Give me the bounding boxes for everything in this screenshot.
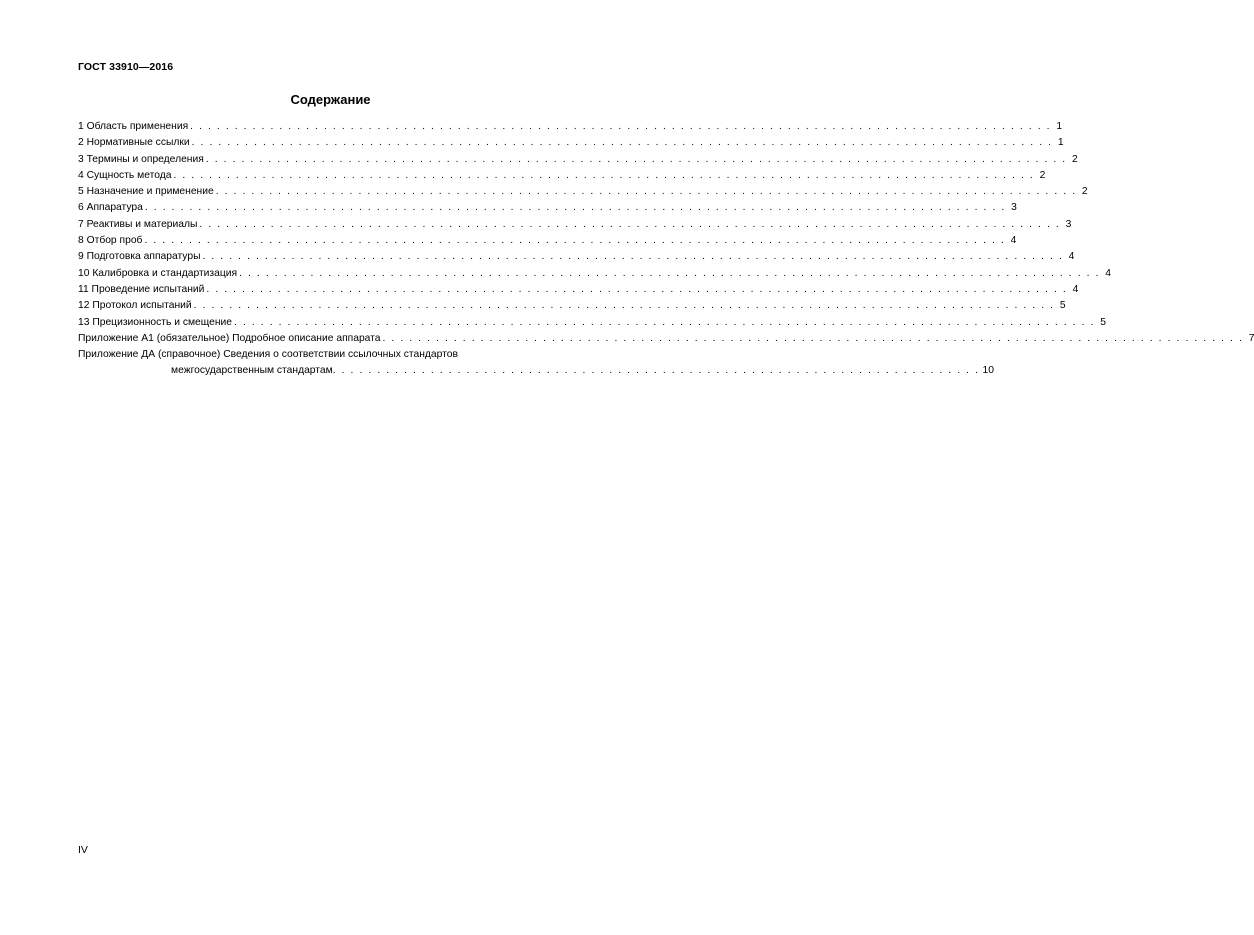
toc-entry-continuation — [171, 363, 995, 379]
dot-leader: . . . . . . . . . . . . . . . . . . . . . . . . . . . . . . . . . . . . . . . . . . . . . . . . . . . . . . . . . . . . . . . . . . . . . . . . . . . . . . . . . . . . . . . . . . . . . . . . . — [234, 316, 1095, 328]
toc-entry-page: 10 — [982, 365, 995, 377]
toc-entry-page: 5 — [1059, 300, 1066, 312]
toc-entry-page: 1 — [1057, 137, 1064, 149]
toc-entry-page: 5 — [1100, 316, 1106, 328]
toc-entry-page: 4 — [1072, 283, 1079, 295]
toc-entry-label: Приложение А1 (обязательное) Подробное описание аппарата — [78, 332, 381, 344]
dot-leader: . . . . . . . . . . . . . . . . . . . . . . . . . . . . . . . . . . . . . . . . . . . . . . . . . . . . . . . . . . . . . . . . . . . . . . . . . . . . . . . . . . . . . . . . . . . . . . . . . — [206, 283, 1068, 295]
toc-entry[interactable] — [78, 249, 1075, 265]
dot-leader: . . . . . . . . . . . . . . . . . . . . . . . . . . . . . . . . . . . . . . . . . . . . . . . . . . . . . . . . . . . . . . . . . . . . . . . . . . . . . . . . . . . . . . . . . . . . . . . . . — [190, 121, 1052, 132]
toc-entry-label: 3 Термины и определения — [78, 153, 204, 165]
toc-entry[interactable] — [78, 298, 1066, 314]
toc-entry-label: 7 Реактивы и материалы — [78, 218, 198, 230]
dot-leader: . . . . . . . . . . . . . . . . . . . . . . . . . . . . . . . . . . . . . . . . . . . . . . . . . . . . . . . . . . . . . . . . . . . . . . . . . . . . . . . . . . . . . . . . . . . . . . . . . — [199, 218, 1061, 230]
toc-entry[interactable] — [78, 135, 1064, 151]
toc-entry-label: 5 Назначение и применение — [78, 186, 214, 198]
toc-entry[interactable] — [78, 233, 1017, 249]
table-of-contents — [78, 119, 1254, 379]
toc-entry-label: 13 Прецизионность и смещение — [78, 316, 233, 328]
toc-entry-page: 2 — [1081, 186, 1088, 198]
toc-entry-page: 2 — [1072, 153, 1078, 165]
toc-entry-label-continuation: межгосударственным стандартам — [171, 365, 333, 377]
page-number: IV — [78, 844, 88, 856]
toc-entry[interactable] — [78, 217, 1072, 233]
toc-entry[interactable] — [78, 184, 1088, 200]
toc-entry-label: 4 Сущность метода — [78, 169, 172, 181]
dot-leader: . . . . . . . . . . . . . . . . . . . . . . . . . . . . . . . . . . . . . . . . . . . . . . . . . . . . . . . . . . . . . . . . . . . . . . . . . — [332, 365, 980, 377]
toc-entry-label: 1 Область применения — [78, 121, 189, 132]
toc-entry-label: 12 Протокол испытаний — [78, 300, 192, 312]
dot-leader: . . . . . . . . . . . . . . . . . . . . . . . . . . . . . . . . . . . . . . . . . . . . . . . . . . . . . . . . . . . . . . . . . . . . . . . . . . . . . . . . . . . . . . . . . . . . . . . . . — [239, 267, 1101, 279]
toc-entry-page: 4 — [1010, 235, 1017, 247]
toc-entry-label: 8 Отбор проб — [78, 235, 143, 247]
toc-entry-label: 9 Подготовка аппаратуры — [78, 251, 201, 263]
toc-entry[interactable] — [78, 315, 1106, 331]
toc-entry[interactable] — [78, 282, 1079, 298]
toc-entry[interactable] — [78, 119, 1063, 135]
toc-entry-label: 10 Калибровка и стандартизация — [78, 267, 238, 279]
standard-code-header: ГОСТ 33910—2016 — [78, 61, 174, 73]
toc-entry-label: 11 Проведение испытаний — [78, 283, 205, 295]
toc-entry[interactable] — [78, 168, 1046, 184]
toc-entry[interactable] — [78, 152, 1078, 168]
toc-entry[interactable] — [78, 200, 1017, 216]
dot-leader: . . . . . . . . . . . . . . . . . . . . . . . . . . . . . . . . . . . . . . . . . . . . . . . . . . . . . . . . . . . . . . . . . . . . . . . . . . . . . . . . . . . . . . . . . . . . . . . . . — [202, 251, 1064, 263]
toc-entry-label: 2 Нормативные ссылки — [78, 137, 190, 149]
dot-leader: . . . . . . . . . . . . . . . . . . . . . . . . . . . . . . . . . . . . . . . . . . . . . . . . . . . . . . . . . . . . . . . . . . . . . . . . . . . . . . . . . . . . . . . . . . . . . . . . . — [173, 169, 1035, 181]
toc-entry-label: 6 Аппаратура — [78, 202, 143, 214]
dot-leader: . . . . . . . . . . . . . . . . . . . . . . . . . . . . . . . . . . . . . . . . . . . . . . . . . . . . . . . . . . . . . . . . . . . . . . . . . . . . . . . . . . . . . . . . . . . . . . . . . — [205, 153, 1067, 165]
toc-entry-page: 4 — [1105, 267, 1112, 279]
dot-leader: . . . . . . . . . . . . . . . . . . . . . . . . . . . . . . . . . . . . . . . . . . . . . . . . . . . . . . . . . . . . . . . . . . . . . . . . . . . . . . . . . . . . . . . . . . . . . . . . . — [191, 137, 1053, 149]
toc-entry[interactable] — [78, 331, 1254, 347]
toc-title: Содержание — [290, 92, 371, 107]
toc-entry-page: 7 — [1248, 332, 1254, 344]
dot-leader: . . . . . . . . . . . . . . . . . . . . . . . . . . . . . . . . . . . . . . . . . . . . . . . . . . . . . . . . . . . . . . . . . . . . . . . . . . . . . . . . . . . . . . . . . . . . . . . . . — [144, 202, 1006, 214]
toc-entry-appendix-da[interactable] — [78, 347, 995, 379]
dot-leader: . . . . . . . . . . . . . . . . . . . . . . . . . . . . . . . . . . . . . . . . . . . . . . . . . . . . . . . . . . . . . . . . . . . . . . . . . . . . . . . . . . . . . . . . . . . . . . . . . — [215, 186, 1077, 198]
toc-entry-page: 3 — [1065, 218, 1072, 230]
toc-entry-page: 3 — [1011, 202, 1017, 214]
toc-entry-page: 1 — [1056, 121, 1063, 132]
dot-leader: . . . . . . . . . . . . . . . . . . . . . . . . . . . . . . . . . . . . . . . . . . . . . . . . . . . . . . . . . . . . . . . . . . . . . . . . . . . . . . . . . . . . . . . . . . . . . . . . . — [382, 332, 1244, 344]
dot-leader: . . . . . . . . . . . . . . . . . . . . . . . . . . . . . . . . . . . . . . . . . . . . . . . . . . . . . . . . . . . . . . . . . . . . . . . . . . . . . . . . . . . . . . . . . . . . . . . . . — [144, 235, 1006, 247]
toc-entry-label: Приложение ДА (справочное) Сведения о соответствии ссылочных стандартов — [78, 349, 458, 361]
toc-entry[interactable] — [78, 266, 1112, 282]
toc-entry-page: 2 — [1039, 169, 1046, 181]
dot-leader: . . . . . . . . . . . . . . . . . . . . . . . . . . . . . . . . . . . . . . . . . . . . . . . . . . . . . . . . . . . . . . . . . . . . . . . . . . . . . . . . . . . . . . . . . . . . . . . . . — [193, 300, 1055, 312]
toc-entry-page: 4 — [1068, 251, 1075, 263]
